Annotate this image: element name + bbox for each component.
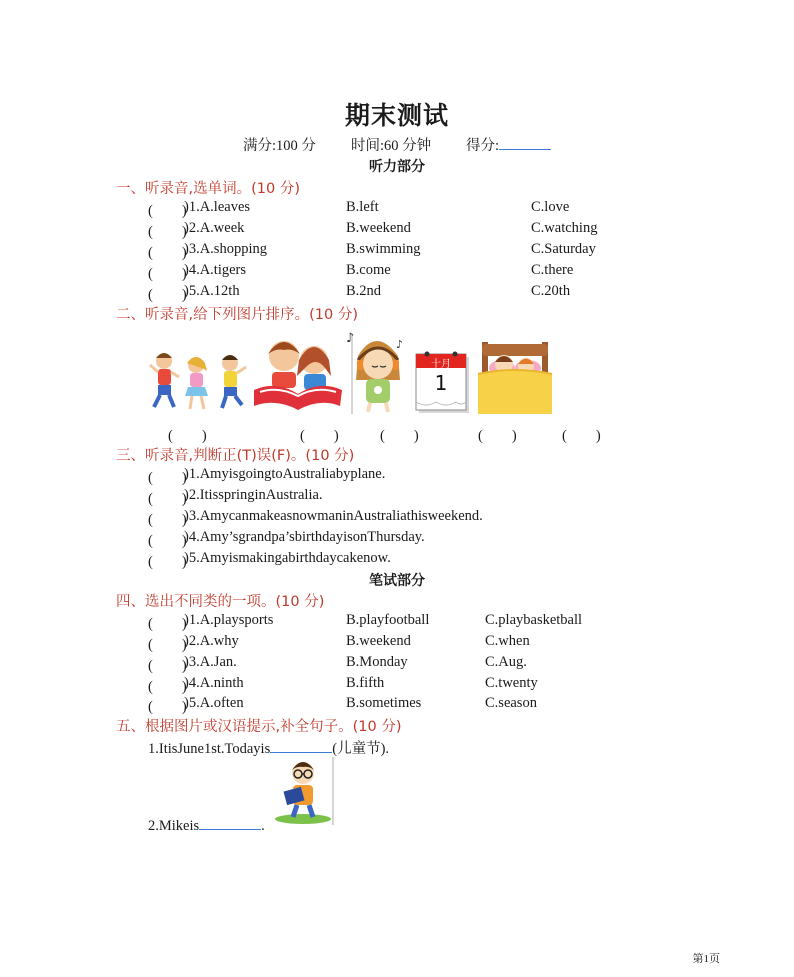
section-4-heading: 四、选出不同类的一项。(10 分) [116, 594, 325, 610]
question-2-blank[interactable] [199, 815, 261, 830]
option-a: )3.A.shopping [184, 241, 267, 257]
option-a: )2.A.week [184, 220, 245, 236]
answer-bracket[interactable]: ( ) [148, 470, 187, 486]
option-b: B.fifth [346, 675, 385, 691]
statement-text: )2.ItisspringinAustralia. [184, 487, 323, 503]
page-title: 期末测试 [344, 101, 449, 130]
option-a: )4.A.tigers [184, 262, 247, 278]
answer-bracket[interactable]: ( ) [148, 679, 187, 695]
kids-running-picture [146, 345, 250, 415]
option-c: C.watching [531, 220, 598, 236]
answer-bracket[interactable]: ( ) [148, 616, 187, 632]
score-field [466, 134, 551, 155]
section-4-row [148, 654, 648, 674]
question-1 [148, 737, 389, 758]
answer-bracket[interactable]: ( ) [148, 637, 187, 653]
statement-text: )1.AmyisgoingtoAustraliabyplane. [184, 466, 386, 482]
option-a: )5.A.12th [184, 283, 240, 299]
statement-text: )3.AmycanmakeasnowmaninAustraliathisweekend. [184, 508, 483, 524]
answer-bracket[interactable]: ( ) [380, 428, 419, 444]
option-c: C.love [531, 199, 570, 215]
option-c: C.20th [531, 283, 571, 299]
girl-music-picture [344, 326, 410, 414]
section-3-row [148, 529, 648, 549]
option-b: B.left [346, 199, 379, 215]
section-1-heading: 一、听录音,选单词。(10 分) [116, 181, 300, 197]
answer-bracket[interactable]: ( ) [148, 287, 187, 303]
section-1-row [148, 262, 708, 282]
section-4-row [148, 695, 648, 715]
option-b: B.weekend [346, 633, 411, 649]
answer-bracket[interactable]: ( ) [148, 245, 187, 261]
option-c: C.Saturday [531, 241, 596, 257]
answer-bracket[interactable]: ( ) [168, 428, 207, 444]
section-4-row [148, 633, 648, 653]
section-3-row [148, 508, 648, 528]
section-3-row [148, 466, 648, 486]
option-a: )1.A.playsports [184, 612, 274, 628]
option-c: C.season [485, 695, 537, 711]
option-b: B.come [346, 262, 391, 278]
answer-bracket[interactable]: ( ) [562, 428, 601, 444]
answer-bracket[interactable]: ( ) [148, 224, 187, 240]
section-3-row [148, 487, 648, 507]
section-1-row [148, 283, 708, 303]
option-b: B.weekend [346, 220, 411, 236]
listening-part-heading: 听力部分 [369, 159, 425, 175]
option-b: B.swimming [346, 241, 421, 257]
option-b: B.playfootball [346, 612, 430, 628]
answer-bracket[interactable]: ( ) [148, 203, 187, 219]
option-c: C.twenty [485, 675, 538, 691]
calendar-picture [413, 347, 471, 415]
option-a: )4.A.ninth [184, 675, 244, 691]
option-a: )1.A.leaves [184, 199, 251, 215]
score-blank[interactable] [499, 135, 551, 150]
option-c: C.playbasketball [485, 612, 583, 628]
question-2 [148, 815, 265, 835]
option-c: C.Aug. [485, 654, 527, 670]
question-1-text: 1.ItisJune1st.Todayis [148, 741, 271, 757]
section-4-row [148, 675, 648, 695]
option-a: )5.A.often [184, 695, 244, 711]
calendar-day: 1 [434, 371, 448, 395]
svg-text:♪: ♪ [346, 331, 355, 346]
svg-text:♪: ♪ [396, 338, 404, 351]
question-2-suffix: . [261, 818, 265, 834]
calendar-month: 十月 [431, 359, 451, 370]
section-4-row [148, 612, 648, 632]
answer-bracket[interactable]: ( ) [148, 554, 187, 570]
option-b: B.2nd [346, 283, 382, 299]
page-number: 第1页 [692, 953, 720, 965]
section-1-row [148, 241, 708, 261]
section-1-row [148, 199, 708, 219]
option-b: B.Monday [346, 654, 408, 670]
section-1-row [148, 220, 708, 240]
kids-sleeping-picture [476, 340, 554, 416]
kids-reading-picture [252, 334, 344, 414]
writing-part-heading: 笔试部分 [369, 573, 425, 589]
question-1-hint: (儿童节). [332, 741, 390, 757]
answer-bracket[interactable]: ( ) [148, 491, 187, 507]
statement-text: )4.Amy’sgrandpa’sbirthdayisonThursday. [184, 529, 425, 545]
question-2-text: 2.Mikeis [148, 818, 200, 834]
answer-bracket[interactable]: ( ) [148, 658, 187, 674]
option-b: B.sometimes [346, 695, 422, 711]
answer-bracket[interactable]: ( ) [478, 428, 517, 444]
full-score: 满分:100 分 [243, 138, 316, 154]
section-5-heading: 五、根据图片或汉语提示,补全句子。(10 分) [116, 719, 402, 735]
answer-bracket[interactable]: ( ) [300, 428, 339, 444]
option-c: C.there [531, 262, 574, 278]
section-2-heading: 二、听录音,给下列图片排序。(10 分) [116, 307, 358, 323]
section-3-row [148, 550, 648, 570]
question-1-blank[interactable] [270, 738, 332, 753]
section-3-heading: 三、听录音,判断正(T)误(F)。(10 分) [116, 448, 355, 464]
option-c: C.when [485, 633, 530, 649]
answer-bracket[interactable]: ( ) [148, 512, 187, 528]
answer-bracket[interactable]: ( ) [148, 266, 187, 282]
answer-bracket[interactable]: ( ) [148, 699, 187, 715]
score-label: 得分: [466, 138, 500, 154]
answer-bracket[interactable]: ( ) [148, 533, 187, 549]
option-a: )3.A.Jan. [184, 654, 237, 670]
time-limit: 时间:60 分钟 [351, 138, 432, 154]
statement-text: )5.Amyismakingabirthdaycakenow. [184, 550, 391, 566]
option-a: )2.A.why [184, 633, 239, 649]
boy-reading-picture [273, 757, 335, 825]
